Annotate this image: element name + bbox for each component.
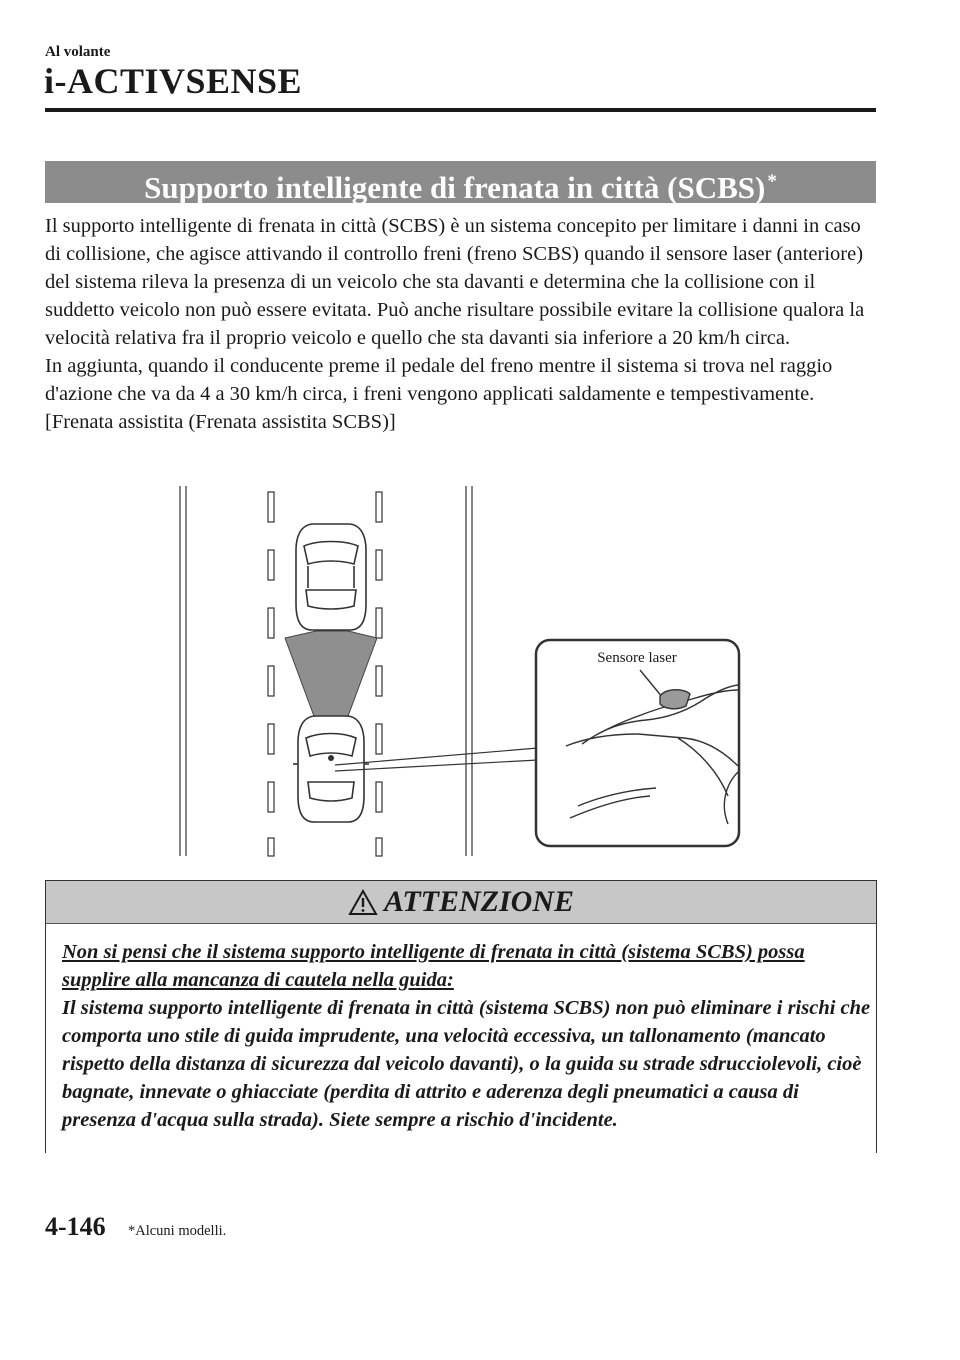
laser-sensor-unit [660,690,690,709]
body-text [45,212,881,436]
header-rule [45,108,876,112]
warning-triangle-icon [348,889,378,916]
callout-frame [536,640,739,846]
own-car [293,716,369,822]
callout-pointer [335,748,538,765]
warning-box [45,880,877,1153]
warning-heading: ATTENZIONE [383,885,575,918]
sensor-position-dot [328,755,334,761]
scbs-illustration [172,484,748,858]
warning-header [46,881,876,924]
callout-pointer-2 [335,760,538,771]
footnote: *Alcuni modelli. [128,1223,227,1239]
warning-text [46,924,876,1134]
section-title: i-ACTIVSENSE [44,61,303,101]
optional-equipment-marker: * [767,171,777,192]
warning-lead: Non si pensi che il sistema supporto intelligente di frenata in città (sistema SCBS) possa supplire alla mancanza di cautela nella guida: [62,941,805,991]
topic-title-text: Supporto intelligente di frenata in città (SCBS) [144,170,766,205]
lead-car [296,524,366,630]
callout-label: Sensore laser [597,650,677,666]
topic-title [45,161,876,203]
chapter-label: Al volante [45,44,111,60]
body-paragraph-1: Il supporto intelligente di frenata in città (SCBS) è un sistema concepito per limitare i danni in caso di collisione, che agisce attivando il controllo freni (freno SCBS) quando il sensore laser (anteriore) del sistema rileva la presenza di un veicolo che sta davanti e determina che la collisione con il suddetto veicolo non può essere evitata. Può anche risultare possibile evitare la collisione qualora la velocità relativa fra il proprio veicolo e quello che sta davanti sia inferiore a 20 km/h circa. [45,215,865,349]
page-number: 4-146 [45,1212,106,1241]
body-paragraph-2: In aggiunta, quando il conducente preme il pedale del freno mentre il sistema si trova nel raggio d'azione che va da 4 a 30 km/h circa, i freni vengono applicati saldamente e tempestivamente. [Frenata assistita (Frenata assistita SCBS)] [45,355,833,433]
warning-body: Il sistema supporto intelligente di frenata in città (sistema SCBS) non può eliminare i rischi che comporta uno stile di guida imprudente, una velocità eccessiva, un tallonamento (mancato rispetto della distanza di sicurezza dal veicolo davanti), o la guida su strade sdrucciolevoli, cioè bagnate, innevate o ghiacciate (perdita di attrito e aderenza degli pneumatici a causa di presenza d'acqua sulla strada). Siete sempre a rischio d'incidente. [62,997,871,1131]
